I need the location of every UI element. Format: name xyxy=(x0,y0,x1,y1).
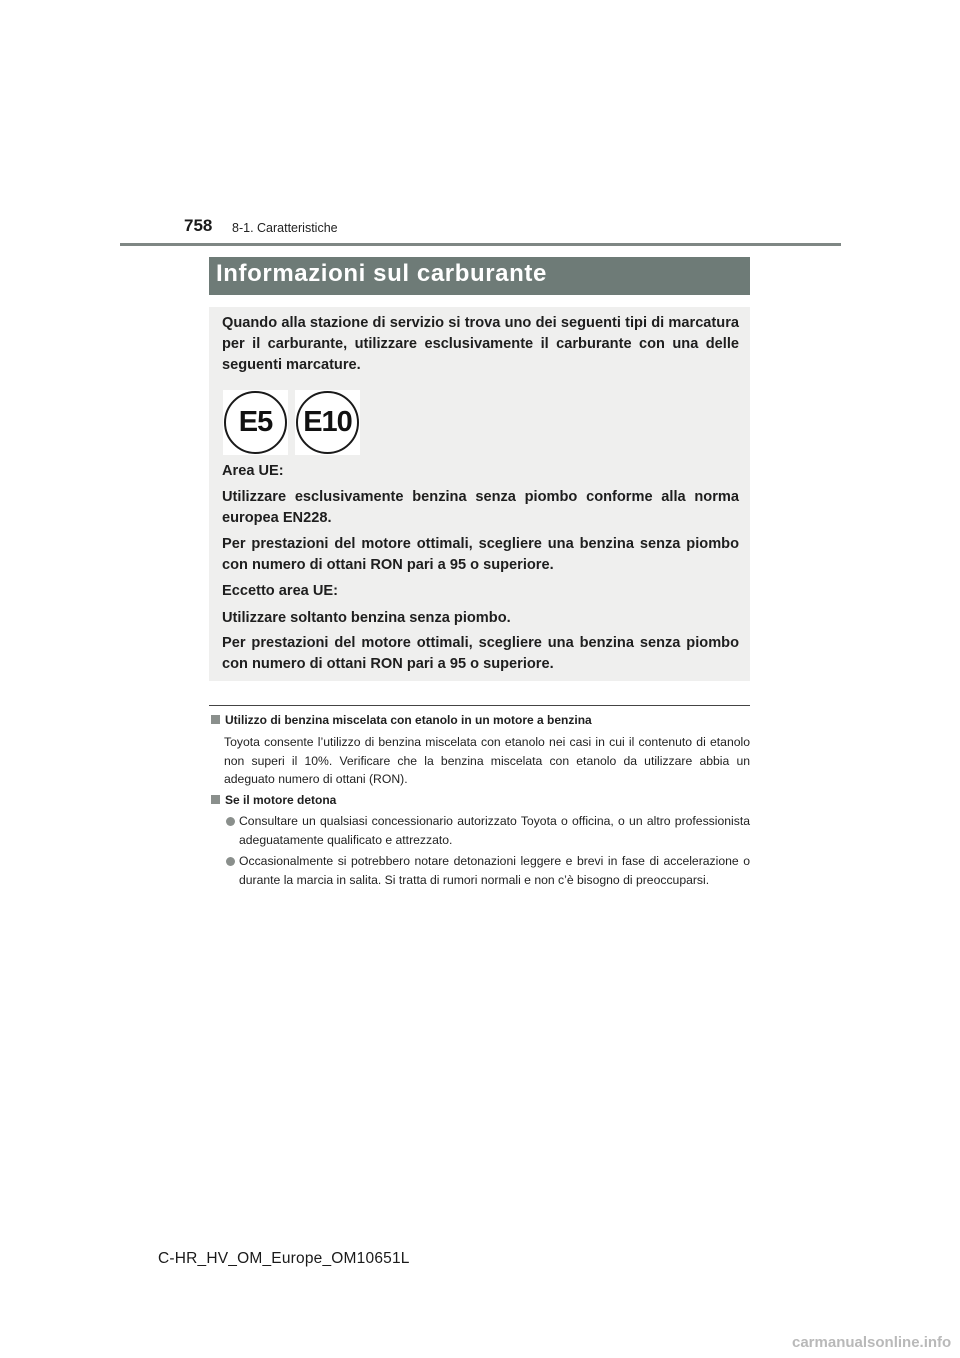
eu-area-label: Area UE: xyxy=(222,463,284,479)
non-eu-fuel-requirement: Utilizzare soltanto benzina senza piombo. xyxy=(222,610,511,626)
title-banner xyxy=(209,257,750,295)
ethanol-heading-text: Utilizzo di benzina miscelata con etanolo in un motore a benzina xyxy=(225,713,592,727)
ethanol-paragraph: Toyota consente l’utilizzo di benzina miscelata con etanolo nei casi in cui il contenuto di etanolo non superi il 10%. Verificare che la benzina miscelata con etanolo da utilizzare abbia un adeguato numero di ottani (RON). xyxy=(224,735,750,786)
document-code: C-HR_HV_OM_Europe_OM10651L xyxy=(158,1250,410,1267)
ethanol-heading xyxy=(211,713,592,727)
e10-fuel-label-icon xyxy=(295,390,360,455)
square-bullet-icon xyxy=(211,715,220,724)
section-label: 8-1. Caratteristiche xyxy=(232,221,338,235)
circle-bullet-icon xyxy=(226,857,235,866)
knock-bullet-item: Occasionalmente si potrebbero notare detonazioni leggere e brevi in fase di accelerazione o durante la marcia in salita. Si tratta di rumori normali e non c’è bisogno di preoccuparsi. xyxy=(239,854,750,887)
fuel-info-box xyxy=(209,307,750,681)
page-title: Informazioni sul carburante xyxy=(216,260,547,287)
knock-heading xyxy=(211,793,336,807)
header-divider xyxy=(120,243,841,246)
non-eu-area-label: Eccetto area UE: xyxy=(222,583,338,599)
notes-divider xyxy=(209,705,750,706)
e5-fuel-label-icon xyxy=(223,390,288,455)
square-bullet-icon xyxy=(211,795,220,804)
circle-bullet-icon xyxy=(226,817,235,826)
knock-heading-text: Se il motore detona xyxy=(225,793,337,807)
watermark: carmanualsonline.info xyxy=(792,1334,952,1351)
e10-label-text: E10 xyxy=(303,406,352,438)
e5-label-text: E5 xyxy=(238,406,273,438)
intro-text: Quando alla stazione di servizio si trova uno dei seguenti tipi di marcatura per il carburante, utilizzare esclusivamente il carburante con una delle seguenti marcature. xyxy=(222,315,739,373)
eu-octane-recommendation: Per prestazioni del motore ottimali, scegliere una benzina senza piombo con numero di ottani RON pari a 95 o superiore. xyxy=(222,536,739,573)
knock-bullet-item: Consultare un qualsiasi concessionario autorizzato Toyota o officina, o un altro professionista adeguatamente qualificato e attrezzato. xyxy=(239,814,750,847)
eu-fuel-requirement: Utilizzare esclusivamente benzina senza piombo conforme alla norma europea EN228. xyxy=(222,489,739,526)
page-number: 758 xyxy=(184,216,213,235)
non-eu-octane-recommendation: Per prestazioni del motore ottimali, scegliere una benzina senza piombo con numero di ottani RON pari a 95 o superiore. xyxy=(222,635,739,672)
